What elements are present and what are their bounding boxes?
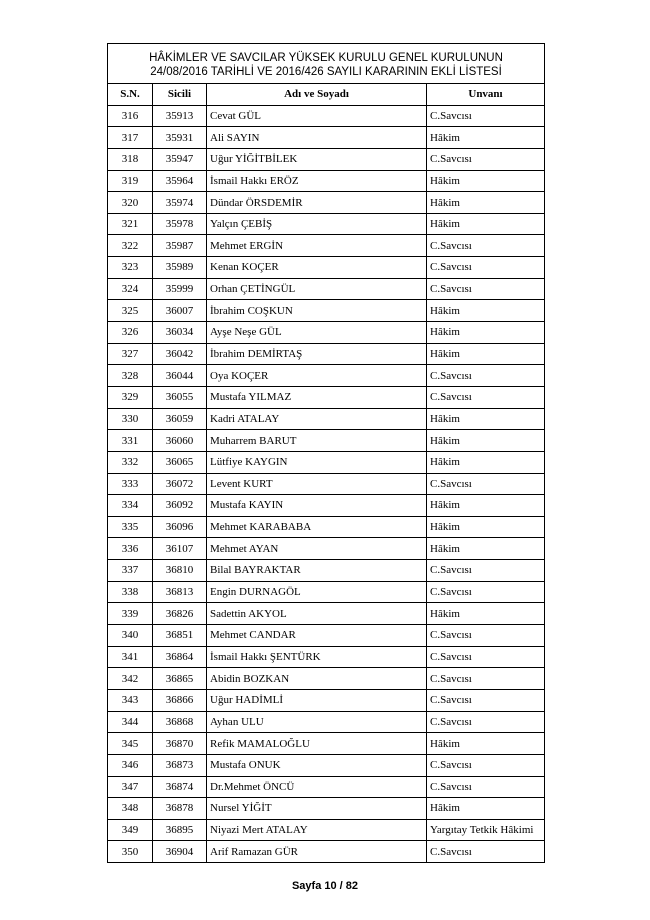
- cell-name: Cevat GÜL: [207, 105, 427, 127]
- cell-sn: 332: [108, 451, 153, 473]
- cell-unvan: C.Savcısı: [427, 646, 545, 668]
- title-line-1: HÂKİMLER VE SAVCILAR YÜKSEK KURULU GENEL KURULUNUN: [149, 51, 503, 64]
- header-row: [108, 84, 545, 106]
- table-row: [108, 668, 545, 690]
- cell-unvan: Hâkim: [427, 170, 545, 192]
- cell-sicil: 35978: [153, 213, 207, 235]
- table-row: [108, 408, 545, 430]
- table-row: [108, 516, 545, 538]
- cell-unvan: Hâkim: [427, 343, 545, 365]
- cell-name: Engin DURNAGÖL: [207, 581, 427, 603]
- table-row: [108, 776, 545, 798]
- cell-name: Kadri ATALAY: [207, 408, 427, 430]
- cell-sn: 335: [108, 516, 153, 538]
- table-row: [108, 213, 545, 235]
- table-row: [108, 560, 545, 582]
- cell-name: Dr.Mehmet ÖNCÜ: [207, 776, 427, 798]
- cell-name: Mehmet ERGİN: [207, 235, 427, 257]
- cell-sn: 333: [108, 473, 153, 495]
- cell-sicil: 36864: [153, 646, 207, 668]
- table-row: [108, 841, 545, 863]
- cell-sicil: 36865: [153, 668, 207, 690]
- table-row: [108, 170, 545, 192]
- table-row: [108, 538, 545, 560]
- cell-sicil: 35913: [153, 105, 207, 127]
- cell-sicil: 36878: [153, 798, 207, 820]
- header-unvan: Unvanı: [427, 84, 545, 106]
- cell-sicil: 36092: [153, 495, 207, 517]
- cell-unvan: Hâkim: [427, 603, 545, 625]
- cell-unvan: Hâkim: [427, 430, 545, 452]
- table-row: [108, 473, 545, 495]
- table-row: [108, 430, 545, 452]
- cell-unvan: C.Savcısı: [427, 386, 545, 408]
- table-row: [108, 603, 545, 625]
- cell-sn: 321: [108, 213, 153, 235]
- table-row: [108, 300, 545, 322]
- cell-name: Uğur YİĞİTBİLEK: [207, 148, 427, 170]
- table-row: [108, 819, 545, 841]
- cell-sicil: 36813: [153, 581, 207, 603]
- table-row: [108, 278, 545, 300]
- cell-sn: 349: [108, 819, 153, 841]
- cell-sn: 340: [108, 625, 153, 647]
- cell-name: Orhan ÇETİNGÜL: [207, 278, 427, 300]
- cell-name: Mehmet KARABABA: [207, 516, 427, 538]
- cell-sicil: 36810: [153, 560, 207, 582]
- document-title: [108, 44, 545, 84]
- cell-sn: 318: [108, 148, 153, 170]
- cell-sicil: 36866: [153, 689, 207, 711]
- cell-unvan: C.Savcısı: [427, 560, 545, 582]
- cell-sicil: 35931: [153, 127, 207, 149]
- cell-name: Mehmet CANDAR: [207, 625, 427, 647]
- cell-unvan: Hâkim: [427, 451, 545, 473]
- cell-sicil: 35974: [153, 192, 207, 214]
- cell-unvan: Hâkim: [427, 495, 545, 517]
- table-row: [108, 711, 545, 733]
- cell-sicil: 36870: [153, 733, 207, 755]
- cell-sn: 348: [108, 798, 153, 820]
- cell-unvan: C.Savcısı: [427, 235, 545, 257]
- cell-unvan: Hâkim: [427, 408, 545, 430]
- cell-sicil: 36904: [153, 841, 207, 863]
- cell-sn: 328: [108, 365, 153, 387]
- table-row: [108, 386, 545, 408]
- cell-unvan: C.Savcısı: [427, 625, 545, 647]
- cell-sicil: 36096: [153, 516, 207, 538]
- table-row: [108, 754, 545, 776]
- cell-name: Ali SAYIN: [207, 127, 427, 149]
- cell-unvan: C.Savcısı: [427, 257, 545, 279]
- cell-unvan: Hâkim: [427, 516, 545, 538]
- cell-sicil: 36107: [153, 538, 207, 560]
- cell-sn: 343: [108, 689, 153, 711]
- cell-sicil: 36895: [153, 819, 207, 841]
- cell-unvan: C.Savcısı: [427, 581, 545, 603]
- table-row: [108, 798, 545, 820]
- cell-name: Mustafa ONUK: [207, 754, 427, 776]
- cell-unvan: C.Savcısı: [427, 668, 545, 690]
- cell-sn: 339: [108, 603, 153, 625]
- cell-unvan: C.Savcısı: [427, 365, 545, 387]
- cell-sicil: 36873: [153, 754, 207, 776]
- cell-sicil: 36060: [153, 430, 207, 452]
- cell-unvan: Hâkim: [427, 733, 545, 755]
- table-body: [108, 105, 545, 862]
- cell-unvan: C.Savcısı: [427, 841, 545, 863]
- cell-sicil: 36044: [153, 365, 207, 387]
- cell-unvan: C.Savcısı: [427, 776, 545, 798]
- cell-sn: 319: [108, 170, 153, 192]
- cell-name: Yalçın ÇEBİŞ: [207, 213, 427, 235]
- table-row: [108, 689, 545, 711]
- cell-sicil: 36055: [153, 386, 207, 408]
- table-row: [108, 192, 545, 214]
- cell-name: İbrahim DEMİRTAŞ: [207, 343, 427, 365]
- table-row: [108, 365, 545, 387]
- cell-sicil: 36868: [153, 711, 207, 733]
- cell-name: Mustafa KAYIN: [207, 495, 427, 517]
- cell-unvan: C.Savcısı: [427, 473, 545, 495]
- cell-sicil: 36065: [153, 451, 207, 473]
- cell-sn: 344: [108, 711, 153, 733]
- cell-name: Lütfiye KAYGIN: [207, 451, 427, 473]
- cell-sicil: 36874: [153, 776, 207, 798]
- cell-sn: 316: [108, 105, 153, 127]
- cell-name: Dündar ÖRSDEMİR: [207, 192, 427, 214]
- title-line-2: 24/08/2016 TARİHLİ VE 2016/426 SAYILI KARARININ EKLİ LİSTESİ: [150, 65, 502, 78]
- cell-name: Mustafa YILMAZ: [207, 386, 427, 408]
- cell-sn: 345: [108, 733, 153, 755]
- cell-unvan: Hâkim: [427, 127, 545, 149]
- cell-name: Niyazi Mert ATALAY: [207, 819, 427, 841]
- cell-sicil: 35987: [153, 235, 207, 257]
- cell-sn: 330: [108, 408, 153, 430]
- cell-unvan: Hâkim: [427, 798, 545, 820]
- table-row: [108, 495, 545, 517]
- cell-sn: 342: [108, 668, 153, 690]
- cell-sn: 322: [108, 235, 153, 257]
- cell-name: Ayhan ULU: [207, 711, 427, 733]
- cell-unvan: Hâkim: [427, 192, 545, 214]
- cell-unvan: Hâkim: [427, 538, 545, 560]
- cell-sn: 334: [108, 495, 153, 517]
- cell-sn: 326: [108, 322, 153, 344]
- cell-sn: 324: [108, 278, 153, 300]
- title-row: [108, 44, 545, 84]
- cell-sn: 325: [108, 300, 153, 322]
- cell-name: Uğur HADİMLİ: [207, 689, 427, 711]
- cell-unvan: C.Savcısı: [427, 278, 545, 300]
- cell-sicil: 36851: [153, 625, 207, 647]
- table-row: [108, 343, 545, 365]
- cell-name: Mehmet AYAN: [207, 538, 427, 560]
- header-name: Adı ve Soyadı: [207, 84, 427, 106]
- table-row: [108, 646, 545, 668]
- cell-sicil: 35989: [153, 257, 207, 279]
- table-row: [108, 451, 545, 473]
- cell-name: Ayşe Neşe GÜL: [207, 322, 427, 344]
- cell-name: Bilal BAYRAKTAR: [207, 560, 427, 582]
- cell-name: Abidin BOZKAN: [207, 668, 427, 690]
- table-row: [108, 257, 545, 279]
- cell-name: Oya KOÇER: [207, 365, 427, 387]
- table-row: [108, 733, 545, 755]
- cell-unvan: C.Savcısı: [427, 105, 545, 127]
- cell-unvan: C.Savcısı: [427, 711, 545, 733]
- cell-sicil: 36042: [153, 343, 207, 365]
- cell-sicil: 36059: [153, 408, 207, 430]
- cell-sn: 346: [108, 754, 153, 776]
- cell-sn: 327: [108, 343, 153, 365]
- table-row: [108, 105, 545, 127]
- cell-sn: 320: [108, 192, 153, 214]
- cell-sn: 323: [108, 257, 153, 279]
- header-sicil: Sicili: [153, 84, 207, 106]
- cell-sicil: 35947: [153, 148, 207, 170]
- cell-sn: 338: [108, 581, 153, 603]
- cell-sicil: 36007: [153, 300, 207, 322]
- cell-name: Levent KURT: [207, 473, 427, 495]
- cell-sicil: 36826: [153, 603, 207, 625]
- personnel-table: [107, 43, 545, 863]
- cell-sn: 331: [108, 430, 153, 452]
- header-sn: S.N.: [108, 84, 153, 106]
- cell-name: Sadettin AKYOL: [207, 603, 427, 625]
- cell-sn: 347: [108, 776, 153, 798]
- table-row: [108, 148, 545, 170]
- cell-sn: 317: [108, 127, 153, 149]
- cell-unvan: Hâkim: [427, 213, 545, 235]
- cell-sn: 337: [108, 560, 153, 582]
- cell-name: Nursel YİĞİT: [207, 798, 427, 820]
- cell-name: İsmail Hakkı ERÖZ: [207, 170, 427, 192]
- cell-unvan: C.Savcısı: [427, 148, 545, 170]
- cell-name: Arif Ramazan GÜR: [207, 841, 427, 863]
- cell-unvan: Hâkim: [427, 322, 545, 344]
- cell-name: Refik MAMALOĞLU: [207, 733, 427, 755]
- cell-sicil: 35964: [153, 170, 207, 192]
- cell-name: İsmail Hakkı ŞENTÜRK: [207, 646, 427, 668]
- cell-sn: 329: [108, 386, 153, 408]
- table-row: [108, 581, 545, 603]
- cell-sicil: 36034: [153, 322, 207, 344]
- page-number: Sayfa 10 / 82: [291, 880, 359, 892]
- cell-name: Muharrem BARUT: [207, 430, 427, 452]
- cell-sicil: 36072: [153, 473, 207, 495]
- cell-unvan: C.Savcısı: [427, 689, 545, 711]
- cell-sn: 350: [108, 841, 153, 863]
- table-row: [108, 127, 545, 149]
- cell-unvan: C.Savcısı: [427, 754, 545, 776]
- cell-unvan: Yargıtay Tetkik Hâkimi: [427, 819, 545, 841]
- cell-sn: 341: [108, 646, 153, 668]
- cell-sicil: 35999: [153, 278, 207, 300]
- cell-name: Kenan KOÇER: [207, 257, 427, 279]
- cell-sn: 336: [108, 538, 153, 560]
- cell-unvan: Hâkim: [427, 300, 545, 322]
- table-row: [108, 322, 545, 344]
- table-row: [108, 235, 545, 257]
- table-row: [108, 625, 545, 647]
- cell-name: İbrahim COŞKUN: [207, 300, 427, 322]
